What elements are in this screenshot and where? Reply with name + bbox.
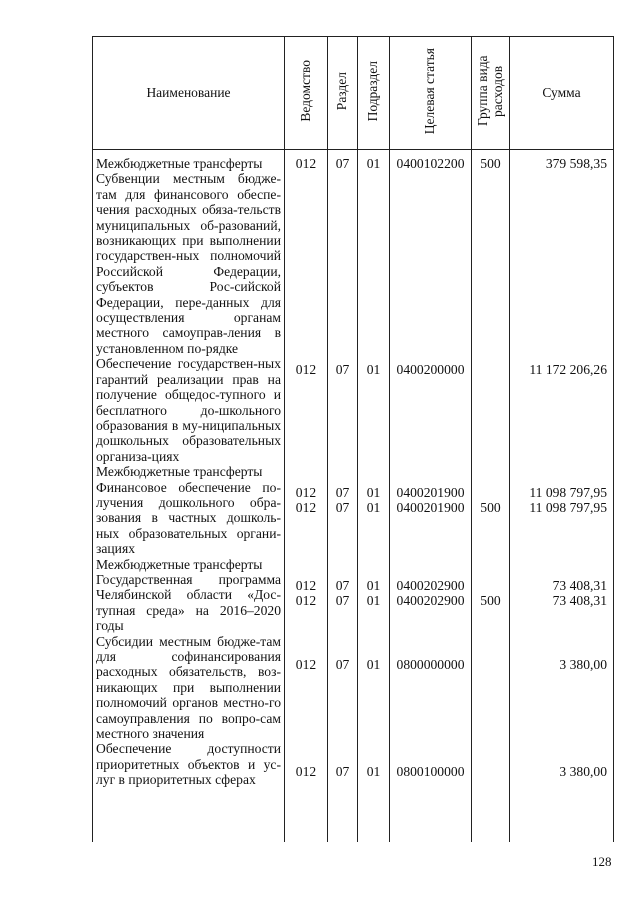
cell-podrazdel: 01: [366, 578, 381, 593]
cell-celevaya-statya: 0400202900: [396, 578, 465, 593]
cell-podrazdel: 01: [366, 156, 381, 171]
celevaya-statya-column: [390, 150, 472, 843]
name-line: Межбюджетные трансферты: [96, 156, 263, 171]
cell-vedomstvo: 012: [295, 500, 317, 515]
cell-razdel: 07: [335, 500, 350, 515]
cell-razdel: 07: [335, 156, 350, 171]
vedomstvo-column: [285, 150, 328, 843]
cell-razdel: 07: [335, 657, 350, 672]
name-line: Финансовое обеспечение по-лучения дошкольного обра-зования в частных дошколь-ных образовательных органи-зациях: [96, 479, 281, 557]
cell-summa: 379 598,35: [545, 156, 607, 171]
cell-razdel: 07: [335, 764, 350, 779]
cell-summa: 11 098 797,95: [529, 485, 607, 500]
header-vedomstvo: Ведомство: [285, 37, 328, 150]
cell-celevaya-statya: 0400202900: [396, 593, 465, 608]
name-line: Государственная программа Челябинской области «Дос-тупная среда» на 2016–2020 годы: [96, 571, 281, 634]
cell-gruppa: 500: [480, 500, 501, 515]
table-body-row: [93, 150, 614, 843]
cell-summa: 11 172 206,26: [529, 362, 607, 377]
cell-vedomstvo: 012: [295, 593, 317, 608]
name-column: [93, 150, 285, 843]
cell-summa: 73 408,31: [552, 578, 607, 593]
header-name: Наименование: [93, 37, 285, 150]
cell-podrazdel: 01: [366, 593, 381, 608]
cell-celevaya-statya: 0400201900: [396, 485, 465, 500]
gruppa-vida-rashodov-column: [472, 150, 510, 843]
cell-summa: 73 408,31: [552, 593, 607, 608]
cell-celevaya-statya: 0400102200: [396, 156, 465, 171]
cell-razdel: 07: [335, 362, 350, 377]
summa-column: [510, 150, 614, 843]
cell-vedomstvo: 012: [295, 578, 317, 593]
cell-razdel: 07: [335, 485, 350, 500]
table-header-row: [93, 37, 614, 150]
cell-summa: 3 380,00: [559, 764, 607, 779]
razdel-column: [328, 150, 358, 843]
cell-celevaya-statya: 0400201900: [396, 500, 465, 515]
page-number: 128: [592, 854, 612, 869]
cell-vedomstvo: 012: [295, 764, 317, 779]
name-line: Межбюджетные трансферты: [96, 464, 263, 480]
cell-celevaya-statya: 0400200000: [396, 362, 465, 377]
name-line: Субвенции местным бюдже-там для финансового обеспе-чения расходных обяза-тельств муниципальных об-разований, возникающих при выполнении государствен-ных полномочий Российской Федерации, субъектов Рос-сийской Федерации, пере-данных для осуществления органам местного самоуправ-ления в установленном по-рядке: [96, 171, 281, 356]
cell-podrazdel: 01: [366, 500, 381, 515]
cell-podrazdel: 01: [366, 764, 381, 779]
header-summa: Сумма: [510, 37, 614, 150]
cell-vedomstvo: 012: [295, 362, 317, 377]
name-line: Обеспечение государствен-ных гарантий реализации прав на получение общедос-тупного и бесплатного до-школьного образования в му-ниципальных дошкольных образовательных организа-циях: [96, 356, 281, 464]
cell-celevaya-statya: 0800000000: [396, 657, 465, 672]
cell-podrazdel: 01: [366, 362, 381, 377]
cell-gruppa: 500: [480, 593, 501, 608]
cell-podrazdel: 01: [366, 657, 381, 672]
cell-gruppa: 500: [480, 156, 501, 171]
cell-summa: 11 098 797,95: [529, 500, 607, 515]
cell-vedomstvo: 012: [295, 657, 317, 672]
cell-razdel: 07: [335, 593, 350, 608]
podrazdel-column: [358, 150, 390, 843]
cell-summa: 3 380,00: [559, 657, 607, 672]
header-podrazdel: Подраздел: [358, 37, 390, 150]
cell-vedomstvo: 012: [295, 156, 317, 171]
budget-table: [92, 36, 614, 842]
header-gruppa-vida-rashodov: Группа вида расходов: [472, 37, 510, 150]
header-razdel: Раздел: [328, 37, 358, 150]
cell-podrazdel: 01: [366, 485, 381, 500]
header-celevaya-statya: Целевая статья: [390, 37, 472, 150]
cell-vedomstvo: 012: [295, 485, 317, 500]
cell-razdel: 07: [335, 578, 350, 593]
name-line: Обеспечение доступности приоритетных объектов и ус-луг в приоритетных сферах: [96, 741, 281, 788]
name-line: Субсидии местным бюдже-там для софинансирования расходных обязательств, воз-никающих при выполнении полномочий органов местно-го самоуправления по вопро-сам местного значения: [96, 633, 281, 742]
cell-celevaya-statya: 0800100000: [396, 764, 465, 779]
name-line: Межбюджетные трансферты: [96, 556, 263, 572]
